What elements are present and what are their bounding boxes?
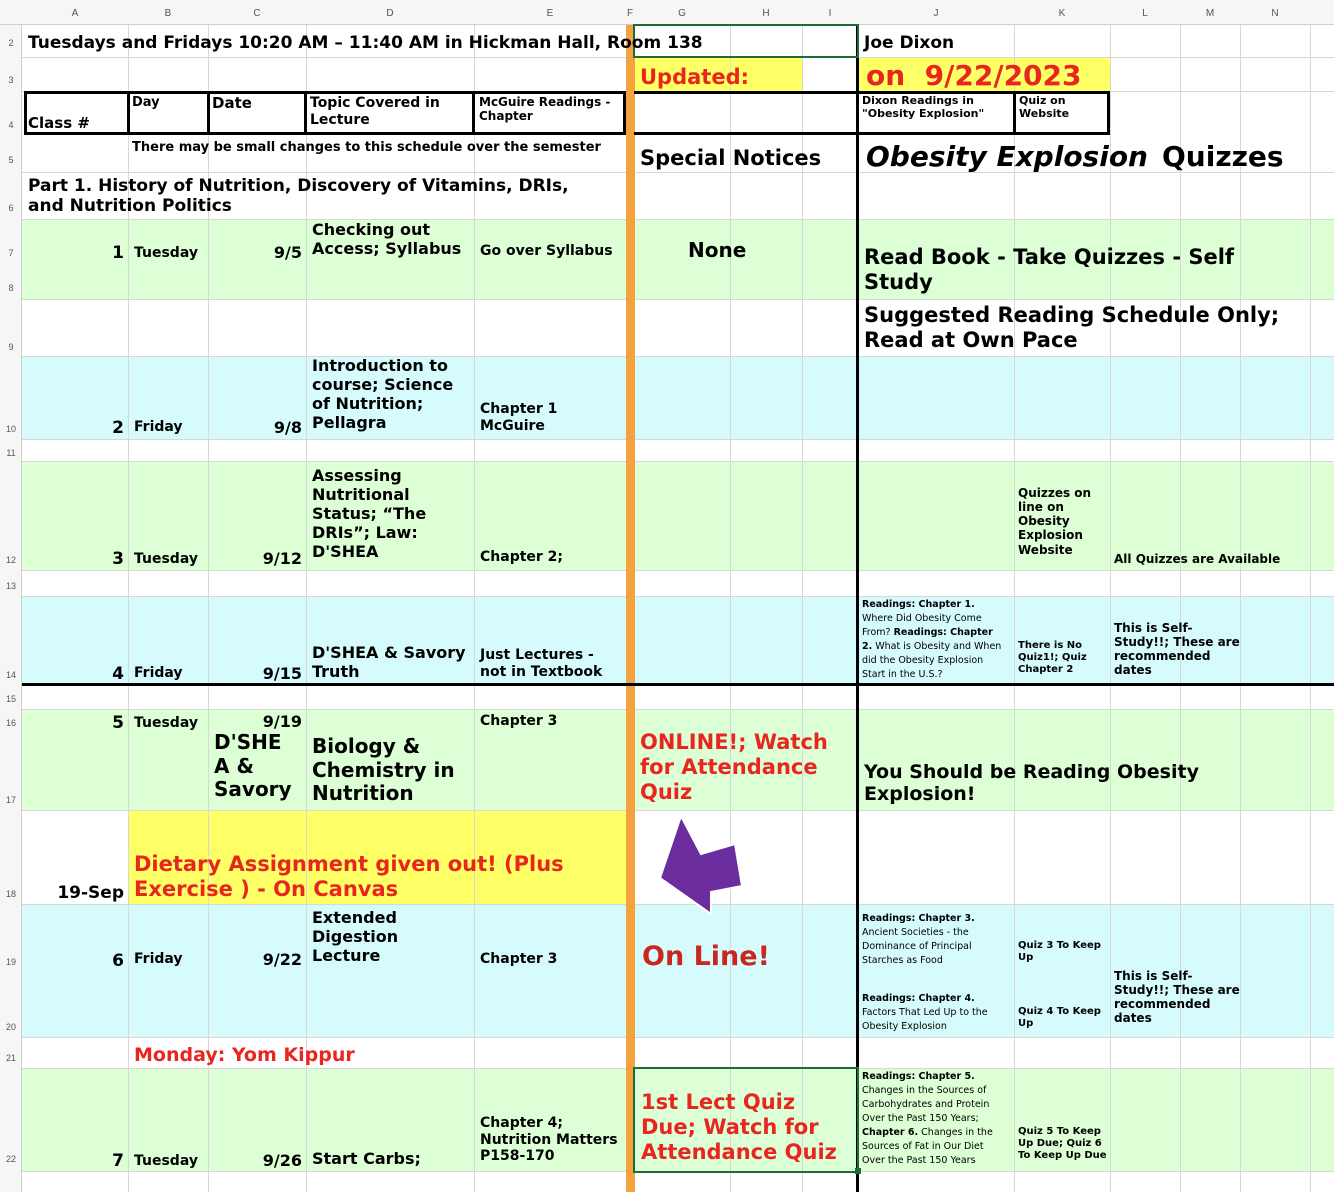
- row-header-15[interactable]: 15: [5, 694, 16, 704]
- class-6-quiz-1: Quiz 3 To Keep Up: [1018, 940, 1101, 963]
- row-header-9[interactable]: 9: [8, 342, 14, 352]
- class-6-dixon-body1: Ancient Societies - the Dominance of Principal Starches as Food: [862, 927, 972, 966]
- yom-kippur-note: Monday: Yom Kippur: [134, 1044, 355, 1066]
- column-header-l[interactable]: L: [1142, 8, 1148, 19]
- col-header-mcguire: McGuire Readings - Chapter: [479, 95, 611, 124]
- class-6-dixon-1: [862, 912, 1014, 968]
- instructor-name: Joe Dixon: [864, 33, 955, 53]
- col-header-day: Day: [132, 95, 160, 110]
- suggested-schedule-note: Suggested Reading Schedule Only; Read at Own Pace: [864, 303, 1280, 352]
- header-box-notices: [634, 91, 858, 135]
- read-book-note: Read Book - Take Quizzes - Self Study: [864, 245, 1235, 294]
- class-6-dixon-head2: Readings: Chapter 4.: [862, 993, 975, 1004]
- dietary-assignment-note: Dietary Assignment given out! (Plus Exercise ) - On Canvas: [134, 852, 564, 901]
- column-header-m[interactable]: M: [1205, 8, 1215, 19]
- class-7-topic: Start Carbs;: [312, 1149, 421, 1168]
- on-line-notice: On Line!: [642, 941, 770, 972]
- row-header-6[interactable]: 6: [8, 203, 14, 213]
- row-header-3[interactable]: 3: [8, 75, 14, 85]
- header-divider-d: [304, 91, 307, 135]
- oe-quizzes-heading: Quizzes: [1162, 140, 1284, 173]
- class-5-num: 5: [112, 713, 124, 733]
- header-divider-b: [127, 91, 130, 135]
- class-6-quiz-2: Quiz 4 To Keep Up: [1018, 1006, 1101, 1029]
- column-header-j[interactable]: J: [933, 8, 939, 19]
- row-header-12[interactable]: 12: [5, 555, 16, 565]
- class-4-dixon: [862, 598, 1014, 682]
- column-header-e[interactable]: E: [546, 8, 554, 19]
- column-header-f[interactable]: F: [626, 8, 634, 19]
- column-header-g[interactable]: G: [678, 8, 686, 19]
- updated-date: on 9/22/2023: [866, 59, 1082, 92]
- arrow-icon: [656, 812, 748, 918]
- class-1-num: 1: [112, 243, 124, 263]
- class-7-dixon-body2: Changes in the Sources of Fat in Our Diet Over the Past 150 Years: [862, 1127, 993, 1166]
- class-7-dixon-head2: Chapter 6.: [862, 1127, 919, 1138]
- class-7-day: Tuesday: [134, 1153, 198, 1169]
- row-header-5[interactable]: 5: [8, 155, 14, 165]
- row-header-21[interactable]: 21: [5, 1053, 16, 1063]
- class-4-date: 9/15: [262, 664, 302, 683]
- class-6-mcguire: Chapter 3: [480, 951, 558, 967]
- class-4-quiz: There is No Quiz1!; Quiz Chapter 2: [1018, 640, 1087, 675]
- class-4-day: Friday: [134, 665, 183, 681]
- class-4-dixon-body1: Where Did Obesity Come From?: [862, 613, 982, 638]
- all-quizzes-note: All Quizzes are Available: [1114, 552, 1281, 566]
- class-6-dixon-body2: Factors That Led Up to the Obesity Explosion: [862, 1007, 988, 1032]
- class-4-num: 4: [112, 664, 124, 684]
- column-header-n[interactable]: N: [1271, 8, 1279, 19]
- class-1-topic: Checking out Access; Syllabus: [312, 220, 462, 258]
- orange-divider: [626, 25, 635, 1192]
- class-2-num: 2: [112, 418, 124, 438]
- class-4-dixon-body2: What is Obesity and When did the Obesity Explosion Start in the U.S.?: [862, 641, 1002, 680]
- class-7-num: 7: [112, 1151, 124, 1171]
- class-5-topic: Biology & Chemistry in Nutrition: [312, 734, 455, 806]
- special-notices-border: [856, 25, 859, 1192]
- class-4-dixon-head1: Readings: Chapter 1.: [862, 599, 975, 610]
- row-header-17[interactable]: 17: [5, 795, 16, 805]
- class-3-topic: Assessing Nutritional Status; “The DRIs”; Law: D'SHEA: [312, 466, 427, 561]
- row-header-13[interactable]: 13: [5, 581, 16, 591]
- schedule-title: Tuesdays and Fridays 10:20 AM – 11:40 AM in Hickman Hall, Room 138: [28, 33, 703, 53]
- row-header-18[interactable]: 18: [5, 889, 16, 899]
- class-3-day: Tuesday: [134, 551, 198, 567]
- class-6-num: 6: [112, 951, 124, 971]
- row-header-11[interactable]: 11: [6, 448, 16, 458]
- class-6-day: Friday: [134, 951, 183, 967]
- class-2-date: 9/8: [273, 418, 302, 437]
- class-2-day: Friday: [134, 419, 183, 435]
- class-1-day: Tuesday: [134, 245, 198, 261]
- column-header-k[interactable]: K: [1058, 8, 1066, 19]
- should-read-note: You Should be Reading Obesity Explosion!: [864, 761, 1199, 806]
- header-divider-c: [207, 91, 210, 135]
- class-7-mcguire: Chapter 4; Nutrition Matters P158-170: [480, 1115, 618, 1165]
- sep19-label: 19-Sep: [57, 883, 124, 903]
- col-header-date: Date: [212, 94, 252, 112]
- special-notices-heading: Special Notices: [640, 146, 822, 170]
- fill-handle[interactable]: [855, 1168, 861, 1174]
- class-1-mcguire: Go over Syllabus: [480, 243, 613, 259]
- row-header-19[interactable]: 19: [5, 957, 16, 967]
- row-header-4[interactable]: 4: [8, 120, 14, 130]
- class-4-dixon-head2: Readings: Chapter 2.: [862, 627, 993, 652]
- row-header-10[interactable]: 10: [5, 424, 16, 434]
- first-quiz-notice: 1st Lect Quiz Due; Watch for Attendance Quiz: [641, 1090, 837, 1164]
- class-2-mcguire: Chapter 1 McGuire: [480, 401, 558, 434]
- column-header-b[interactable]: B: [164, 8, 172, 19]
- class-6-dixon-2: [862, 992, 1014, 1034]
- class-1-notice: None: [688, 238, 747, 262]
- col-header-quiz: Quiz on Website: [1019, 94, 1070, 120]
- class-7-dixon-head1: Readings: Chapter 5.: [862, 1071, 975, 1082]
- class-5-date-extra: D'SHE A & Savory: [214, 730, 292, 802]
- class-7-quiz: Quiz 5 To Keep Up Due; Quiz 6 To Keep Up Due: [1018, 1126, 1107, 1161]
- row-header-16[interactable]: 16: [5, 718, 16, 728]
- schedule-changes-note: There may be small changes to this schedule over the semester: [132, 140, 601, 155]
- row-header-22[interactable]: 22: [5, 1154, 16, 1164]
- class-7-dixon: [862, 1070, 1014, 1168]
- class-3-date: 9/12: [262, 549, 302, 568]
- self-study-note-1: This is Self- Study!!; These are recommended dates: [1114, 621, 1240, 678]
- header-divider-k: [1013, 91, 1016, 135]
- class-5-date: 9/19: [262, 712, 302, 731]
- oe-title: Obesity Explosion: [866, 140, 1148, 173]
- class-6-date: 9/22: [262, 950, 302, 969]
- class-6-topic: Extended Digestion Lecture: [312, 908, 399, 965]
- online-watch-notice: ONLINE!; Watch for Attendance Quiz: [640, 730, 828, 804]
- class-3-num: 3: [112, 549, 124, 569]
- class-1-date: 9/5: [273, 243, 302, 262]
- class-5-day: Tuesday: [134, 715, 198, 731]
- class-2-topic: Introduction to course; Science of Nutrition; Pellagra: [312, 356, 454, 432]
- class-7-date: 9/26: [262, 1151, 302, 1170]
- class-3-mcguire: Chapter 2;: [480, 549, 564, 565]
- row-header-bar: [0, 25, 22, 1192]
- class-6-dixon-head1: Readings: Chapter 3.: [862, 913, 975, 924]
- column-header-d[interactable]: D: [386, 8, 394, 19]
- class-5-mcguire: Chapter 3: [480, 713, 558, 729]
- updated-label: Updated:: [640, 65, 749, 89]
- column-header-c[interactable]: C: [253, 8, 261, 19]
- header-divider-e: [472, 91, 475, 135]
- column-header-h[interactable]: H: [762, 8, 770, 19]
- col-header-dixon: Dixon Readings in "Obesity Explosion": [862, 94, 985, 120]
- row-header-2[interactable]: 2: [8, 38, 14, 48]
- row-header-14[interactable]: 14: [5, 670, 16, 680]
- column-header-a[interactable]: A: [71, 8, 79, 19]
- class-4-topic: D'SHEA & Savory Truth: [312, 643, 466, 681]
- part1-heading: Part 1. History of Nutrition, Discovery of Vitamins, DRIs, and Nutrition Politics: [28, 176, 569, 217]
- class-4-mcguire: Just Lectures - not in Textbook: [480, 647, 603, 680]
- column-header-i[interactable]: I: [828, 8, 832, 19]
- row-header-7[interactable]: 7: [8, 248, 14, 258]
- self-study-note-2: This is Self- Study!!; These are recommended dates: [1114, 969, 1240, 1026]
- row-header-8[interactable]: 8: [8, 283, 14, 293]
- col-header-class-num: Class #: [28, 114, 90, 132]
- row-header-20[interactable]: 20: [5, 1022, 16, 1032]
- col-header-topic: Topic Covered in Lecture: [310, 95, 440, 128]
- quizzes-online-note: Quizzes on line on Obesity Explosion Website: [1018, 486, 1092, 557]
- class-7-dixon-body1: Changes in the Sources of Carbohydrates and Protein Over the Past 150 Years;: [862, 1085, 990, 1124]
